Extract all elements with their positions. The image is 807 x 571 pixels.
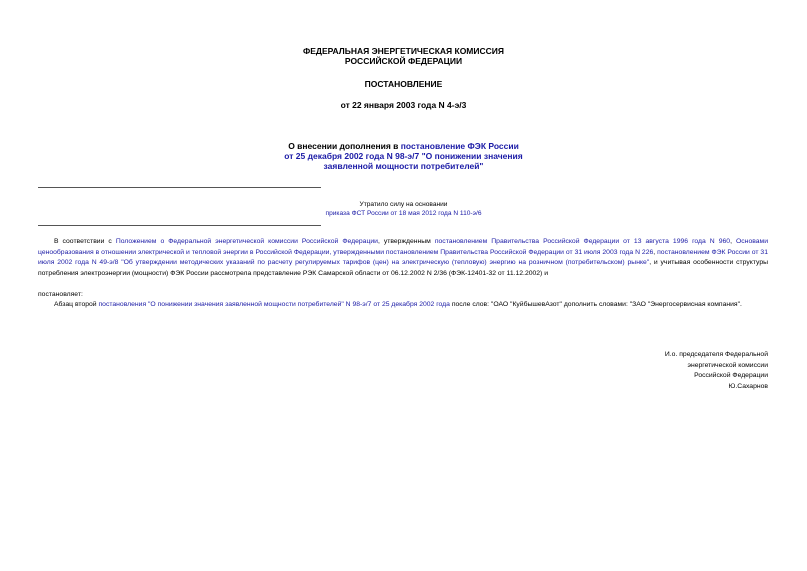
- signature-line-1: И.о. председателя Федеральной: [664, 351, 768, 358]
- p3-text-1: Абзац второй: [54, 301, 99, 308]
- signature-line-2: энергетической комиссии: [687, 361, 768, 369]
- p1-link-3[interactable]: Основами ценообразования в отношении электрической и тепловой энергии в Российской Федерации, утвержденными постановлением Правительства Российской Федерации от 31 июля 2003 года N 226: [38, 238, 769, 256]
- title-link-2[interactable]: от 25 декабря 2002 года N 98-э/7 "О понижении значения: [284, 151, 523, 161]
- divider-bottom: [38, 225, 321, 226]
- p3-link-1[interactable]: постановления "О понижении значения заявленной мощности потребителей" N 98-э/7 от 25 декабря 2002 года: [98, 301, 450, 308]
- divider-top: [38, 187, 321, 188]
- org-line-2: РОССИЙСКОЙ ФЕДЕРАЦИИ: [344, 56, 463, 66]
- signature-name: Ю.Сахарнов: [728, 382, 768, 390]
- p3-text-2: после слов: "ОАО "КуйбышевАзот" дополнить словами: "ЗАО "Энергосервисная компания".: [449, 301, 742, 308]
- doc-date: от 22 января 2003 года N 4-э/3: [340, 100, 467, 110]
- status-note: [0, 200, 807, 218]
- paragraph-amendment: [38, 300, 768, 311]
- status-line: Утратило силу на основании: [359, 201, 448, 208]
- org-name: [0, 46, 807, 66]
- org-line-1: ФЕДЕРАЛЬНАЯ ЭНЕРГЕТИЧЕСКАЯ КОМИССИЯ: [302, 46, 504, 56]
- p1-link-2[interactable]: постановлением Правительства Российской Федерации от 13 августа 1996 года N 960: [434, 238, 731, 245]
- p1-text-5: , и учитывая особенности структуры потребления электроэнергии (мощности) ФЭК России рассмотрела представление РЭК Самарской области от 06.12.2002 N 2/36 (ФЭК-12401-32 от 11.12.2002) и: [38, 259, 768, 277]
- paragraph-preamble: [38, 237, 768, 279]
- doc-type: ПОСТАНОВЛЕНИЕ: [364, 79, 443, 89]
- p1-text-4: ,: [653, 248, 658, 256]
- p1-text-1: В соответствии с: [54, 238, 116, 245]
- title-prefix: О внесении дополнения в: [288, 141, 401, 151]
- signature-line-3: Российской Федерации: [694, 372, 768, 379]
- p1-text-2: , утвержденным: [377, 238, 435, 245]
- doc-title: [0, 141, 807, 171]
- p1-link-1[interactable]: Положением о Федеральной энергетической комиссии Российской Федерации: [115, 238, 378, 245]
- title-line-1: [0, 141, 807, 151]
- paragraph-resolves: постановляет:: [38, 291, 83, 298]
- p1-link-4[interactable]: постановлением ФЭК России от 31 июля 2002 года N 49-э/8 "Об утверждении методических указаний по расчету регулируемых тарифов (цен) на электрическую (тепловую) энергию на розничном (потребительском) рынке": [38, 248, 768, 266]
- title-link-1[interactable]: постановление ФЭК России: [400, 141, 519, 151]
- title-link-3[interactable]: заявленной мощности потребителей": [323, 161, 484, 171]
- status-link[interactable]: приказа ФСТ России от 18 мая 2012 года N 110-э/6: [325, 210, 482, 217]
- p1-text-3: ,: [730, 238, 736, 245]
- signature-block: [665, 350, 768, 392]
